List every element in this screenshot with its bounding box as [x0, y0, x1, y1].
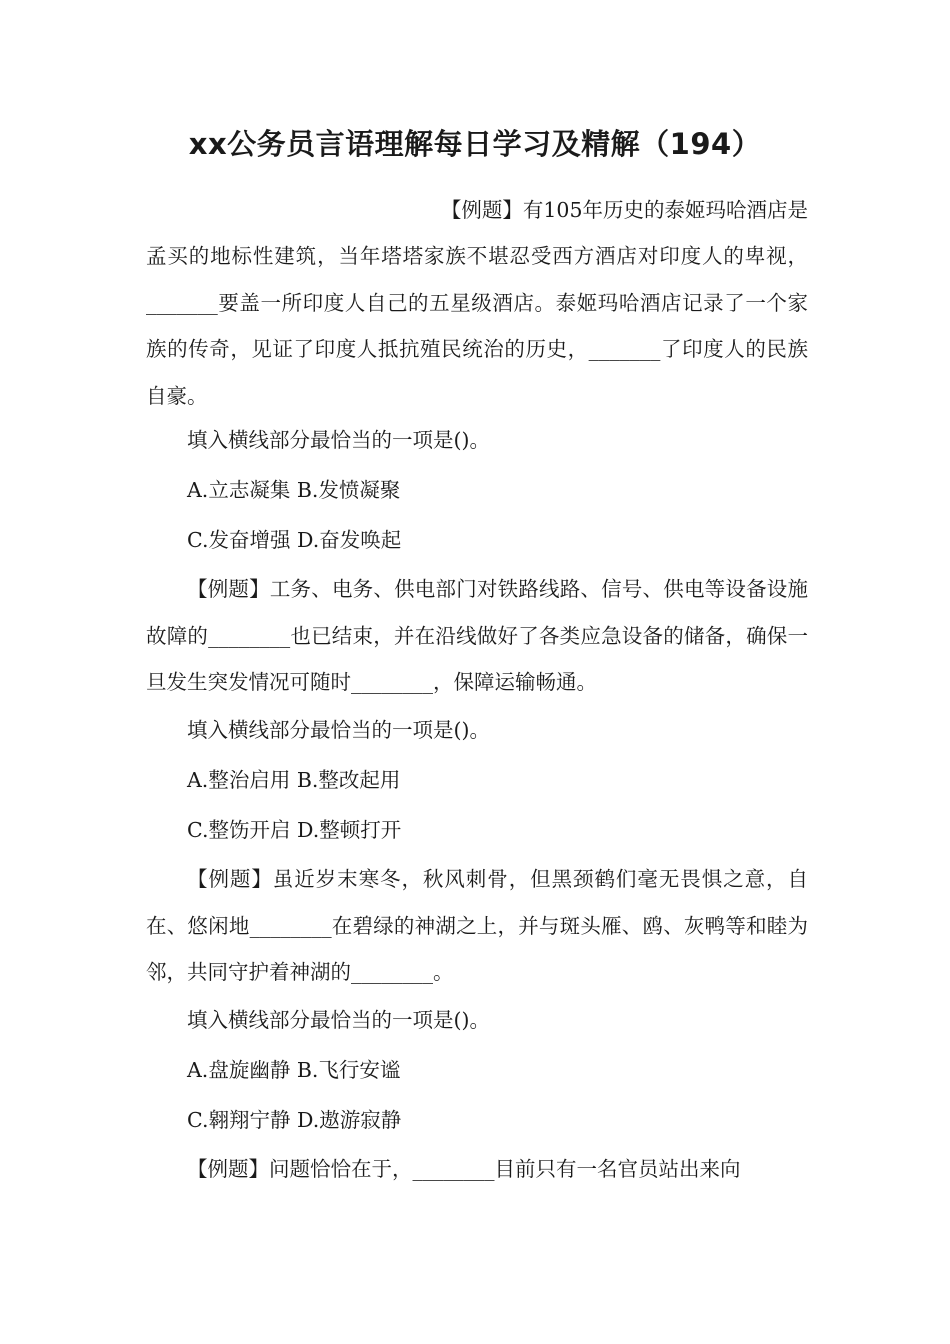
q2-text: 【例题】工务、电务、供电部门对铁路线路、信号、供电等设备设施故障的________也已结束，并在沿线做好了各类应急设备的储备，确保一旦发生突发情况可随时________，保障运输畅通。: [146, 577, 808, 694]
q3-prompt: 填入横线部分最恰当的一项是()。: [187, 1008, 490, 1032]
q1-prompt: 填入横线部分最恰当的一项是()。: [187, 428, 490, 452]
q2-options-ab: A.整治启用 B.整改起用: [187, 768, 401, 792]
q2-options-cd: C.整饬开启 D.整顿打开: [187, 818, 402, 842]
q1-options-cd: C.发奋增强 D.奋发唤起: [187, 528, 402, 552]
q1-options-ab: A.立志凝集 B.发愤凝聚: [187, 478, 401, 502]
page-title: xx公务员言语理解每日学习及精解（194）: [188, 127, 762, 161]
q3-text: 【例题】虽近岁末寒冬，秋风刺骨，但黑颈鹤们毫无畏惧之意，自在、悠闲地________在碧绿的神湖之上，并与斑头雁、鸥、灰鸭等和睦为邻，共同守护着神湖的________。: [146, 867, 808, 984]
q3-options-cd: C.翱翔宁静 D.遨游寂静: [187, 1108, 402, 1132]
q3-options-ab: A.盘旋幽静 B.飞行安谧: [187, 1058, 401, 1082]
q1-body: 孟买的地标性建筑，当年塔塔家族不堪忍受西方酒店对印度人的卑视，_______要盖一所印度人自己的五星级酒店。泰姬玛哈酒店记录了一个家族的传奇，见证了印度人抵抗殖民统治的历史，_______了印度人的民族自豪。: [146, 244, 808, 408]
q4-text: 【例题】问题恰恰在于，________目前只有一名官员站出来向: [187, 1157, 741, 1181]
q2-prompt: 填入横线部分最恰当的一项是()。: [187, 718, 490, 742]
q1-first-line: 【例题】有105年历史的泰姬玛哈酒店是: [440, 198, 808, 222]
